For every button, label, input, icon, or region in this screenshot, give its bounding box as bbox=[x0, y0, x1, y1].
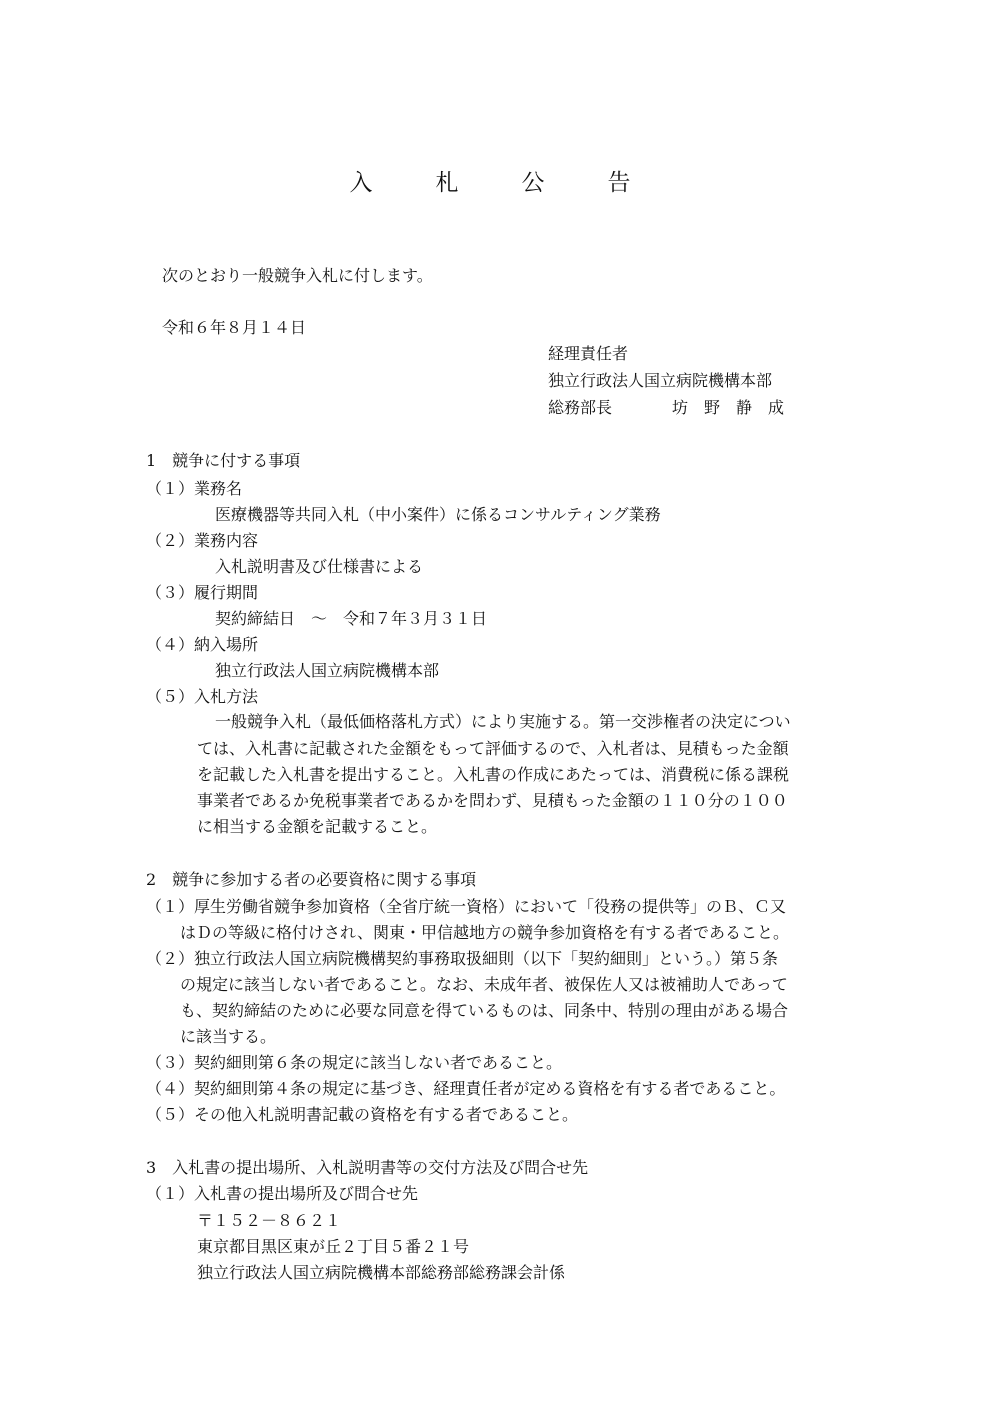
s1-item2-label: （２）業務内容 bbox=[146, 531, 259, 550]
s3-office: 独立行政法人国立病院機構本部総務部総務課会計係 bbox=[197, 1263, 566, 1282]
section-3-heading: 3 入札書の提出場所、入札説明書等の交付方法及び問合せ先 bbox=[146, 1158, 589, 1177]
s3-address: 東京都目黒区東が丘２丁目５番２１号 bbox=[197, 1237, 470, 1256]
s2-item1-line: （１）厚生労働省競争参加資格（全省庁統一資格）において「役務の提供等」のＢ、Ｃ又 bbox=[146, 897, 787, 916]
s1-item5-line: ては、入札書に記載された金額をもって評価するので、入札者は、見積もった金額 bbox=[197, 739, 789, 758]
issuer-name: 坊 野 静 成 bbox=[672, 398, 785, 417]
s2-item1-line: はＤの等級に格付けされ、関東・甲信越地方の競争参加資格を有する者であること。 bbox=[180, 923, 789, 942]
s1-item1-label: （１）業務名 bbox=[146, 479, 243, 498]
s2-item3: （３）契約細則第６条の規定に該当しない者であること。 bbox=[146, 1053, 563, 1072]
intro-text: 次のとおり一般競争入札に付します。 bbox=[162, 266, 433, 285]
s1-item3-label: （３）履行期間 bbox=[146, 583, 259, 602]
s1-item1-text: 医療機器等共同入札（中小案件）に係るコンサルティング業務 bbox=[215, 505, 661, 524]
issuer-position: 総務部長 bbox=[548, 398, 613, 417]
s2-item4: （４）契約細則第４条の規定に基づき、経理責任者が定める資格を有する者であること。 bbox=[146, 1079, 786, 1098]
s3-postal-code: 〒１５２－８６２１ bbox=[197, 1211, 342, 1230]
notice-date: 令和６年８月１４日 bbox=[162, 318, 307, 337]
issuer-role: 経理責任者 bbox=[548, 344, 629, 363]
section-1-heading: 1 競争に付する事項 bbox=[146, 451, 301, 470]
issuer-org: 独立行政法人国立病院機構本部 bbox=[548, 371, 773, 390]
s1-item2-text: 入札説明書及び仕様書による bbox=[215, 557, 424, 576]
page-title: 入 札 公 告 bbox=[349, 170, 651, 196]
s1-item3-text: 契約締結日 ～ 令和７年３月３１日 bbox=[215, 609, 488, 628]
s2-item2-line: も、契約締結のために必要な同意を得ているものは、同条中、特別の理由がある場合 bbox=[180, 1001, 789, 1020]
s1-item4-text: 独立行政法人国立病院機構本部 bbox=[215, 661, 440, 680]
s1-item4-label: （４）納入場所 bbox=[146, 635, 259, 654]
s3-item1-label: （１）入札書の提出場所及び問合せ先 bbox=[146, 1184, 419, 1203]
s1-item5-line: 一般競争入札（最低価格落札方式）により実施する。第一交渉権者の決定につい bbox=[215, 712, 791, 731]
s2-item2-line: （２）独立行政法人国立病院機構契約事務取扱細則（以下「契約細則」という。）第５条 bbox=[146, 949, 779, 968]
s1-item5-line: に相当する金額を記載すること。 bbox=[197, 817, 438, 836]
s2-item2-line: の規定に該当しない者であること。なお、未成年者、被保佐人又は被補助人であって bbox=[180, 975, 788, 994]
s1-item5-label: （５）入札方法 bbox=[146, 687, 259, 706]
section-2-heading: 2 競争に参加する者の必要資格に関する事項 bbox=[146, 870, 477, 889]
s1-item5-line: 事業者であるか免税事業者であるかを問わず、見積もった金額の１１０分の１００ bbox=[197, 791, 788, 810]
s2-item2-line: に該当する。 bbox=[180, 1027, 277, 1046]
s2-item5: （５）その他入札説明書記載の資格を有する者であること。 bbox=[146, 1105, 579, 1124]
s1-item5-line: を記載した入札書を提出すること。入札書の作成にあたっては、消費税に係る課税 bbox=[197, 765, 790, 784]
